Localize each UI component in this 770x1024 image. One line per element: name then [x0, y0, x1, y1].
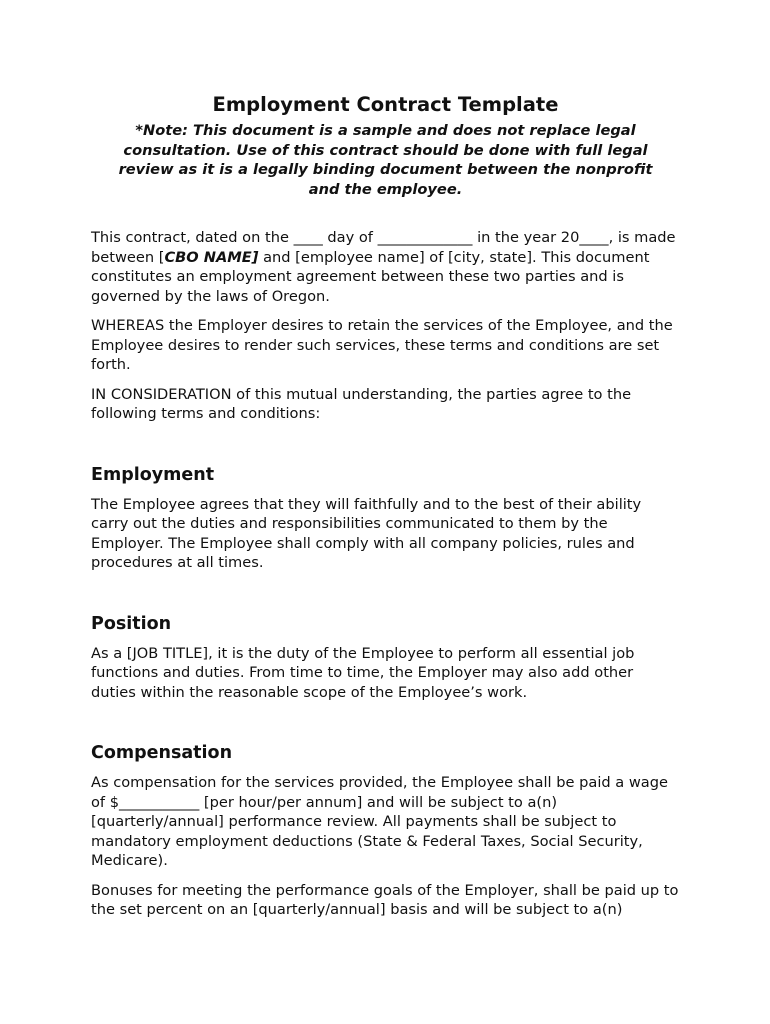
intro-paragraph [91, 228, 680, 306]
whereas-paragraph: WHEREAS the Employer desires to retain the services of the Employee, and the Employee desires to render such services, these terms and conditions are set forth. [91, 317, 673, 373]
compensation-paragraph: As compensation for the services provided, the Employee shall be paid a wage of $___________ [per hour/per annum] and will be subject to a(n) [quarterly/annual] performance review. All payments shall be subject to mandatory employment deductions (State & Federal Taxes, Social Security, Medicare). [91, 774, 668, 869]
position-paragraph: As a [JOB TITLE], it is the duty of the Employee to perform all essential job functions and duties. From time to time, the Employer may also add other duties within the reasonable scope of the Employee’s work. [91, 644, 635, 701]
intro-text-part2: and [employee name] of [city, state]. This document constitutes an employment agreement between these two parties and is governed by the laws of Oregon. [91, 248, 650, 305]
section-heading-employment: Employment [91, 464, 215, 485]
disclaimer-note: *Note: This document is a sample and does not replace legal consultation. Use of this contract should be done with full legal review as it is a legally binding document between the nonprofit and the employee. [118, 122, 653, 198]
employment-paragraph: The Employee agrees that they will faithfully and to the best of their ability carry out the duties and responsibilities communicated to them by the Employer. The Employee shall comply with all company policies, rules and procedures at all times. [91, 495, 642, 571]
cbo-name-placeholder: CBO NAME] [164, 248, 259, 266]
section-heading-position: Position [91, 613, 172, 634]
document-title: Employment Contract Template [212, 93, 559, 116]
section-heading-compensation: Compensation [91, 743, 233, 763]
consideration-paragraph: IN CONSIDERATION of this mutual understanding, the parties agree to the following terms and conditions: [91, 385, 632, 422]
bonuses-paragraph: Bonuses for meeting the performance goals of the Employer, shall be paid up to the set percent on an [quarterly/annual] basis and will be subject to a(n) [91, 881, 679, 918]
intro-text-part1: This contract, dated on the ____ day of _____________ in the year 20____, is made between [ [91, 229, 676, 266]
